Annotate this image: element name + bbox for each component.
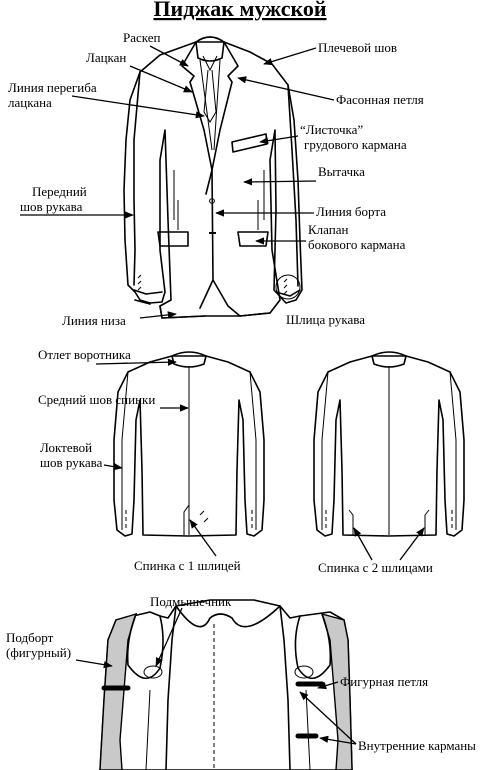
label-raskep: Раскеп bbox=[123, 30, 161, 45]
label-peredniy-shov-2: шов рукава bbox=[20, 199, 83, 214]
label-loktevoy-1: Локтевой bbox=[40, 440, 93, 455]
label-liniya-peregiba-2: лацкана bbox=[8, 95, 52, 110]
label-figurnaya-petlya: Фигурная петля bbox=[340, 674, 429, 689]
back-view-double-vent bbox=[314, 352, 464, 536]
label-spinka-1: Спинка с 1 шлицей bbox=[134, 558, 241, 573]
front-view bbox=[124, 37, 302, 318]
label-otlet-vorotnika: Отлет воротника bbox=[38, 347, 131, 362]
front-button-hole bbox=[209, 232, 216, 234]
label-podbort-2: (фигурный) bbox=[6, 645, 72, 660]
label-liniya-niza: Линия низа bbox=[62, 313, 126, 328]
label-sredniy-shov: Средний шов спинки bbox=[38, 392, 156, 407]
label-podmyshechnik: Подмышечник bbox=[150, 594, 232, 609]
label-loktevoy-2: шов рукава bbox=[40, 455, 103, 470]
label-shlica-rukava: Шлица рукава bbox=[286, 312, 365, 327]
label-fasonnaya-petlya: Фасонная петля bbox=[336, 92, 424, 107]
label-vytachka: Вытачка bbox=[318, 164, 365, 179]
inside-view bbox=[100, 600, 352, 770]
arrow-plechevoy-shov bbox=[264, 48, 316, 64]
label-liniya-borta: Линия борта bbox=[316, 204, 386, 219]
label-podbort-1: Подборт bbox=[6, 630, 54, 645]
back-view-single-vent bbox=[114, 352, 264, 536]
diagram-title: Пиджак мужской bbox=[153, 0, 327, 21]
label-klapan-1: Клапан bbox=[308, 222, 349, 237]
label-klapan-2: бокового кармана bbox=[308, 237, 406, 252]
label-peredniy-shov-1: Передний bbox=[32, 184, 87, 199]
label-listochka-1: “Листочка” bbox=[300, 122, 364, 137]
label-lackan: Лацкан bbox=[86, 50, 127, 65]
label-spinka-2: Спинка с 2 шлицами bbox=[318, 560, 433, 575]
label-liniya-peregiba-1: Линия перегиба bbox=[8, 80, 97, 95]
label-plechevoy-shov: Плечевой шов bbox=[318, 40, 398, 55]
label-vnutrennie-karmany: Внутренние карманы bbox=[358, 738, 476, 753]
label-listochka-2: грудового кармана bbox=[304, 137, 407, 152]
